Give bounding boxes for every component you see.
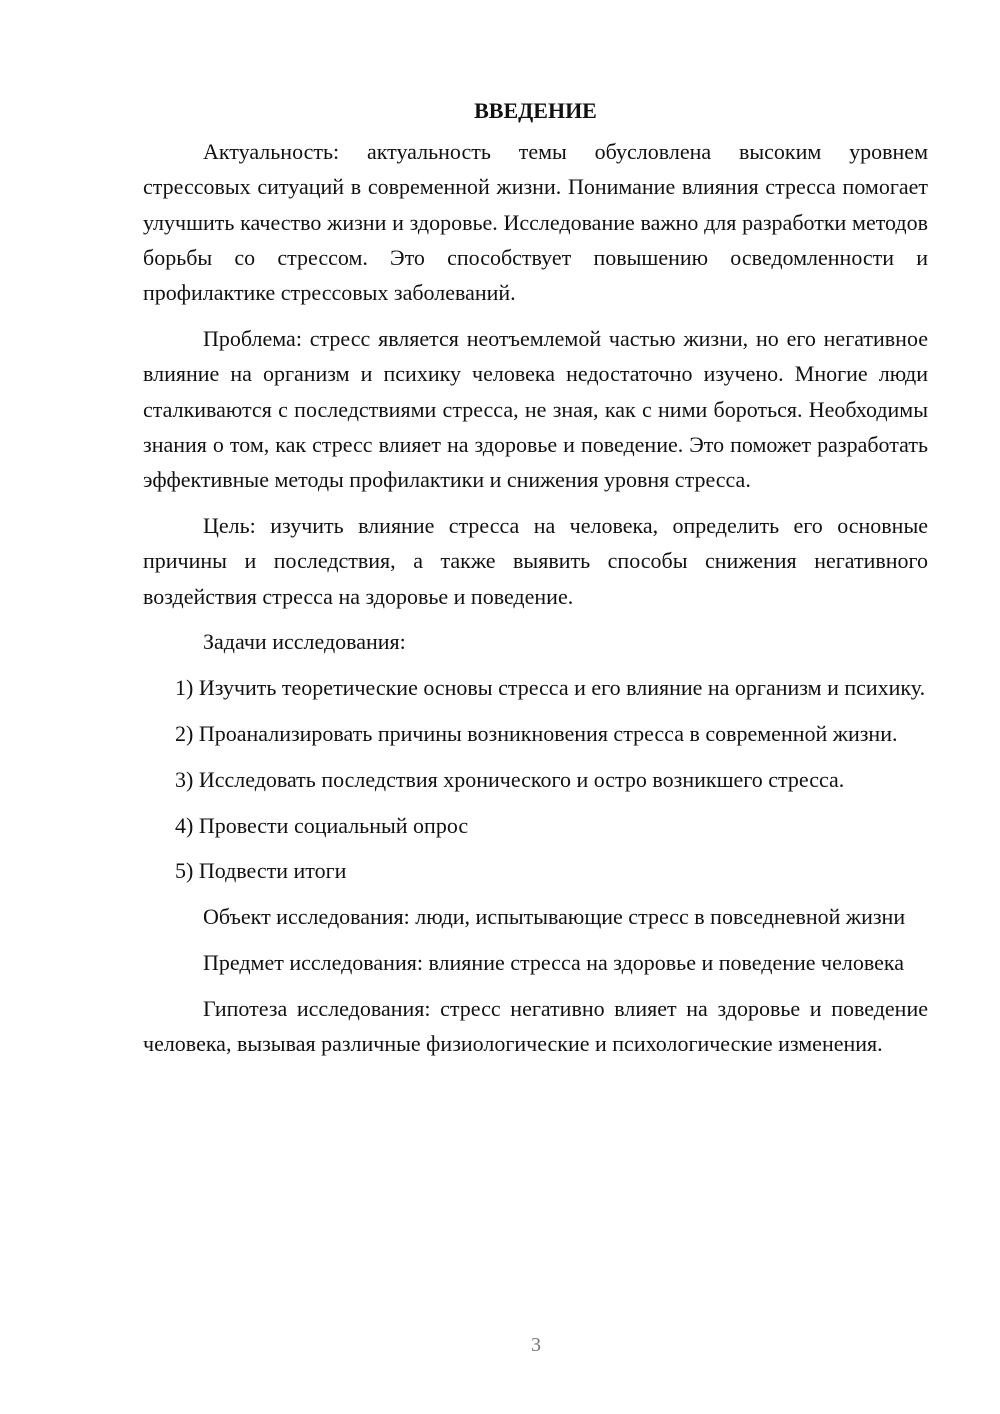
list-item: 3) Исследовать последствия хронического и остро возникшего стресса. [175, 766, 845, 792]
paragraph-relevance: Актуальность: актуальность темы обусловлена высоким уровнем стрессовых ситуаций в современной жизни. Понимание влияния стресса помогает улучшить качество жизни и здоровье. Исследование важно для разработки методов борьбы со стрессом. Это способствует повышению осведомленности и профилактике стрессовых заболеваний. [143, 139, 928, 306]
document-page [143, 96, 928, 1061]
tasks-list [143, 670, 928, 888]
page-title: ВВЕДЕНИЕ [474, 98, 597, 123]
list-item: 2) Проанализировать причины возникновения стресса в современной жизни. [175, 720, 898, 746]
paragraph-hypothesis: Гипотеза исследования: стресс негативно влияет на здоровье и поведение человека, вызывая различные физиологические и психологические изменения. [143, 995, 928, 1057]
list-item: 1) Изучить теоретические основы стресса и его влияние на организм и психику. [175, 675, 926, 701]
paragraph-problem: Проблема: стресс является неотъемлемой частью жизни, но его негативное влияние на организм и психику человека недостаточно изучено. Многие люди сталкиваются с последствиями стресса, не зная, как с ними бороться. Необходимы знания о том, как стресс влияет на здоровье и поведение. Это поможет разработать эффективные методы профилактики и снижения уровня стресса. [143, 325, 928, 493]
paragraph-subject: Предмет исследования: влияние стресса на здоровье и поведение человека [203, 949, 904, 975]
tasks-heading: Задачи исследования: [203, 629, 406, 655]
list-item: 4) Провести социальный опрос [175, 812, 469, 838]
paragraph-goal: Цель: изучить влияние стресса на человека, определить его основные причины и последствия, а также выявить способы снижения негативного воздействия стресса на здоровье и поведение. [143, 512, 928, 609]
paragraph-object: Объект исследования: люди, испытывающие стресс в повседневной жизни [203, 904, 906, 930]
list-item: 5) Подвести итоги [175, 858, 347, 884]
page-number: 3 [531, 1334, 541, 1356]
